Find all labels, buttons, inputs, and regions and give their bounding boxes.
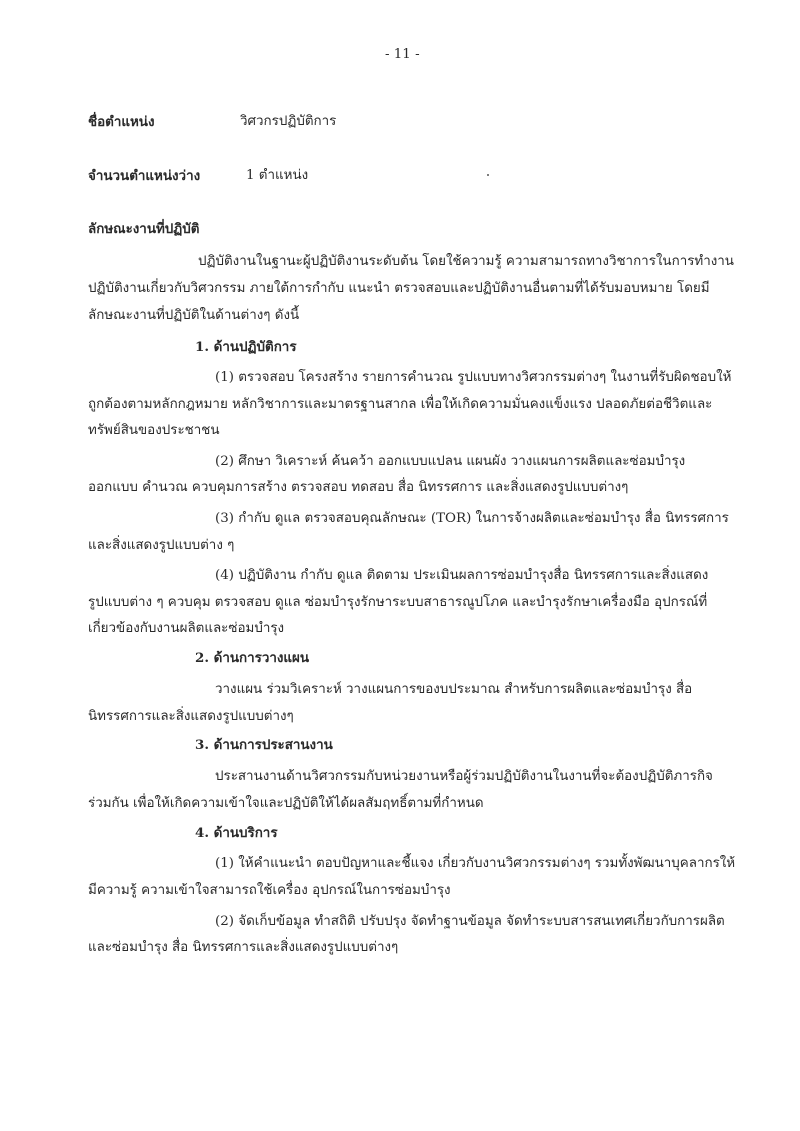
speck-mark	[487, 174, 489, 176]
section-title-service: 4. ด้านบริการ	[195, 825, 278, 841]
item-line: และซ่อมบำรุง สื่อ นิทรรศการและสิ่งแสดงรูปแบบต่างๆ	[88, 940, 399, 955]
item-line: ทรัพย์สินของประชาชน	[88, 423, 220, 438]
item-line: และสิ่งแสดงรูปแบบต่าง ๆ	[88, 538, 235, 553]
item-line: นิทรรศการและสิ่งแสดงรูปแบบต่างๆ	[88, 709, 294, 724]
item-line: ออกแบบ คำนวณ ควบคุมการสร้าง ตรวจสอบ ทดสอบ สื่อ นิทรรศการ และสิ่งแสดงรูปแบบต่างๆ	[88, 480, 629, 495]
item-line: (1) ให้คำแนะนำ ตอบปัญหาและชี้แจง เกี่ยวกับงานวิศวกรรมต่างๆ รวมทั้งพัฒนาบุคลากรให้	[215, 856, 736, 871]
item-line: (3) กำกับ ดูแล ตรวจสอบคุณลักษณะ (TOR) ในการจ้างผลิตและซ่อมบำรุง สื่อ นิทรรศการ	[215, 511, 729, 526]
item-line: (2) ศึกษา วิเคราะห์ ค้นคว้า ออกแบบแปลน แผนผัง วางแผนการผลิตและซ่อมบำรุง	[215, 454, 686, 469]
intro-line: ลักษณะงานที่ปฏิบัติในด้านต่างๆ ดังนี้	[88, 308, 300, 323]
item-line: เกี่ยวข้องกับงานผลิตและซ่อมบำรุง	[88, 621, 285, 636]
duties-heading: ลักษณะงานที่ปฏิบัติ	[88, 221, 200, 237]
item-line: (2) จัดเก็บข้อมูล ทำสถิติ ปรับปรุง จัดทำฐานข้อมูล จัดทำระบบสารสนเทศเกี่ยวกับการผลิต	[215, 914, 725, 929]
section-title-coordination: 3. ด้านการประสานงาน	[195, 737, 333, 753]
intro-line: ปฏิบัติงานในฐานะผู้ปฏิบัติงานระดับต้น โดยใช้ความรู้ ความสามารถทางวิชาการในการทำงาน	[198, 254, 734, 269]
vacancies-label: จำนวนตำแหน่งว่าง	[88, 168, 201, 184]
item-line: วางแผน ร่วมวิเคราะห์ วางแผนการของบประมาณ สำหรับการผลิตและซ่อมบำรุง สื่อ	[215, 682, 693, 697]
item-line: มีความรู้ ความเข้าใจสามารถใช้เครื่อง อุปกรณ์ในการซ่อมบำรุง	[88, 883, 451, 898]
item-line: (1) ตรวจสอบ โครงสร้าง รายการคำนวณ รูปแบบทางวิศวกรรมต่างๆ ในงานที่รับผิดชอบให้	[215, 370, 732, 385]
section-title-operations: 1. ด้านปฏิบัติการ	[195, 339, 297, 355]
item-line: ร่วมกัน เพื่อให้เกิดความเข้าใจและปฏิบัติให้ได้ผลสัมฤทธิ์ตามที่กำหนด	[88, 796, 484, 811]
intro-line: ปฏิบัติงานเกี่ยวกับวิศวกรรม ภายใต้การกำกับ แนะนำ ตรวจสอบและปฏิบัติงานอื่นตามที่ได้รับมอบหมาย โดยมี	[88, 281, 710, 296]
page-number: - 11 -	[385, 47, 420, 62]
position-value: วิศวกรปฏิบัติการ	[240, 114, 337, 129]
item-line: (4) ปฏิบัติงาน กำกับ ดูแล ติดตาม ประเมินผลการซ่อมบำรุงสื่อ นิทรรศการและสิ่งแสดง	[215, 568, 709, 583]
vacancies-value: 1 ตำแหน่ง	[246, 168, 309, 183]
section-title-planning: 2. ด้านการวางแผน	[195, 650, 310, 666]
item-line: ถูกต้องตามหลักกฎหมาย หลักวิชาการและมาตรฐานสากล เพื่อให้เกิดความมั่นคงแข็งแรง ปลอดภัยต่อชีวิตและ	[88, 397, 713, 412]
item-line: รูปแบบต่าง ๆ ควบคุม ตรวจสอบ ดูแล ซ่อมบำรุงรักษาระบบสาธารณูปโภค และบำรุงรักษาเครื่องมือ อุปกรณ์ที่	[88, 595, 708, 610]
position-label: ชื่อตำแหน่ง	[88, 114, 155, 130]
item-line: ประสานงานด้านวิศวกรรมกับหน่วยงานหรือผู้ร่วมปฏิบัติงานในงานที่จะต้องปฏิบัติภารกิจ	[215, 769, 713, 784]
